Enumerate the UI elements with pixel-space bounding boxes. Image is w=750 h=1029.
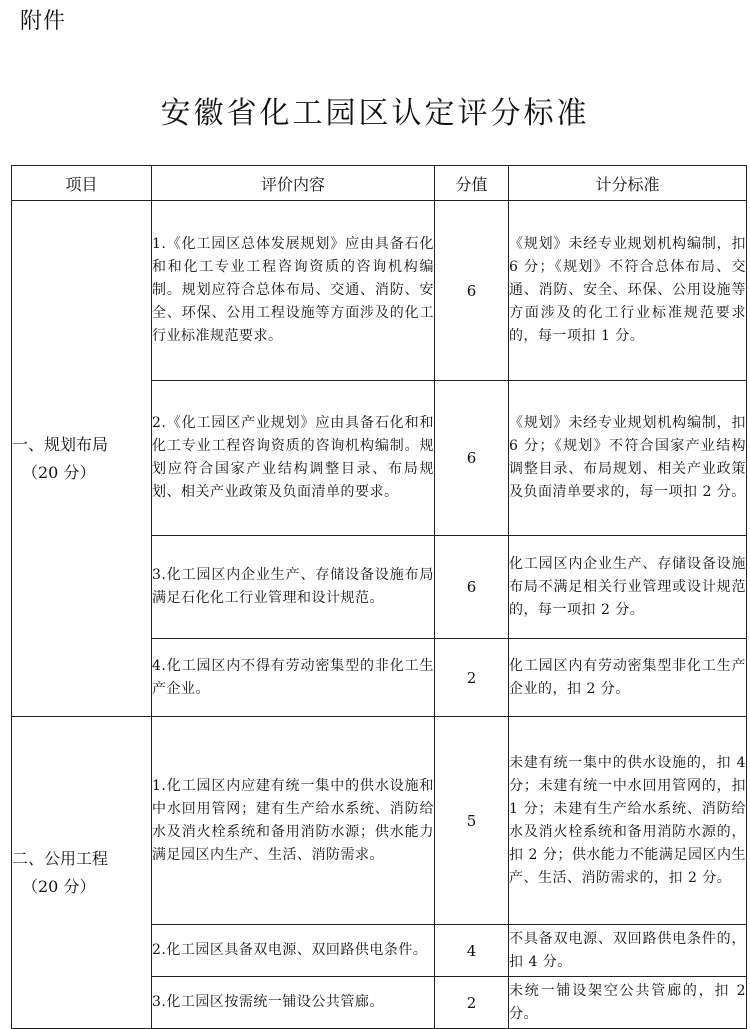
table-row [12, 201, 747, 381]
row-content: 3.化工园区内企业生产、存储设备设施布局满足石化化工行业管理和设计规范。 [152, 536, 435, 639]
row-criteria: 未统一铺设架空公共管廊的，扣 2 分。 [509, 977, 747, 1029]
row-content: 2.《化工园区产业规划》应由具备石化和和化工专业工程咨询资质的咨询机构编制。规划应符合国家产业结构调整目录、布局规划、相关产业政策及负面清单的要求。 [152, 381, 435, 536]
row-criteria: 《规划》未经专业规划机构编制，扣 6 分；《规划》不符合国家产业结构调整目录、布局规划、相关产业政策及负面清单要求的，每一项扣 2 分。 [509, 381, 747, 536]
row-criteria: 化工园区内有劳动密集型非化工生产企业的，扣 2 分。 [509, 639, 747, 717]
row-score: 5 [435, 717, 509, 925]
row-content: 4.化工园区内不得有劳动密集型的非化工生产企业。 [152, 639, 435, 717]
row-criteria: 化工园区内企业生产、存储设备设施布局不满足相关行业管理或设计规范的，每一项扣 2 分。 [509, 536, 747, 639]
page-title: 安徽省化工园区认定评分标准 [160, 96, 590, 131]
row-criteria: 未建有统一集中的供水设施的，扣 4 分；未建有统一中水回用管网的，扣 1 分；未建有生产给水系统、消防给水及消火栓系统和备用消防水源的，扣 2 分；供水能力不能满足园区内生产、生活、消防需求的，扣 2 分。 [509, 717, 747, 925]
row-criteria: 《规划》未经专业规划机构编制，扣 6 分；《规划》不符合总体布局、交通、消防、安全、环保、公用设施等方面涉及的化工行业标准规范要求的，每一项扣 1 分。 [509, 201, 747, 381]
row-score: 2 [435, 977, 509, 1029]
row-content: 3.化工园区按需统一铺设公共管廊。 [152, 977, 435, 1029]
section-project-points: （20 分） [22, 876, 96, 896]
section-project-name: 二、公用工程 [12, 848, 109, 868]
col-header-criteria: 计分标准 [509, 166, 747, 201]
row-score: 6 [435, 381, 509, 536]
section-project-name: 一、规划布局 [12, 434, 109, 454]
row-score: 6 [435, 536, 509, 639]
row-content: 1.《化工园区总体发展规划》应由具备石化和和化工专业工程咨询资质的咨询机构编制。规划应符合总体布局、交通、消防、安全、环保、公用工程设施等方面涉及的化工行业标准规范要求。 [152, 201, 435, 381]
attachment-label: 附件 [20, 9, 67, 34]
col-header-score: 分值 [435, 166, 509, 201]
col-header-project: 项目 [12, 166, 152, 201]
table-row [12, 717, 747, 925]
row-score: 4 [435, 925, 509, 977]
row-score: 6 [435, 201, 509, 381]
row-content: 2.化工园区具备双电源、双回路供电条件。 [152, 925, 435, 977]
table-header-row [12, 166, 747, 201]
section-project-planning [12, 201, 152, 717]
scoring-table [11, 165, 747, 1029]
row-content: 1.化工园区内应建有统一集中的供水设施和中水回用管网；建有生产给水系统、消防给水及消火栓系统和备用消防水源；供水能力满足园区内生产、生活、消防需求。 [152, 717, 435, 925]
section-project-points: （20 分） [22, 462, 96, 482]
section-project-utilities [12, 717, 152, 1029]
col-header-content: 评价内容 [152, 166, 435, 201]
row-criteria: 不具备双电源、双回路供电条件的，扣 4 分。 [509, 925, 747, 977]
row-score: 2 [435, 639, 509, 717]
